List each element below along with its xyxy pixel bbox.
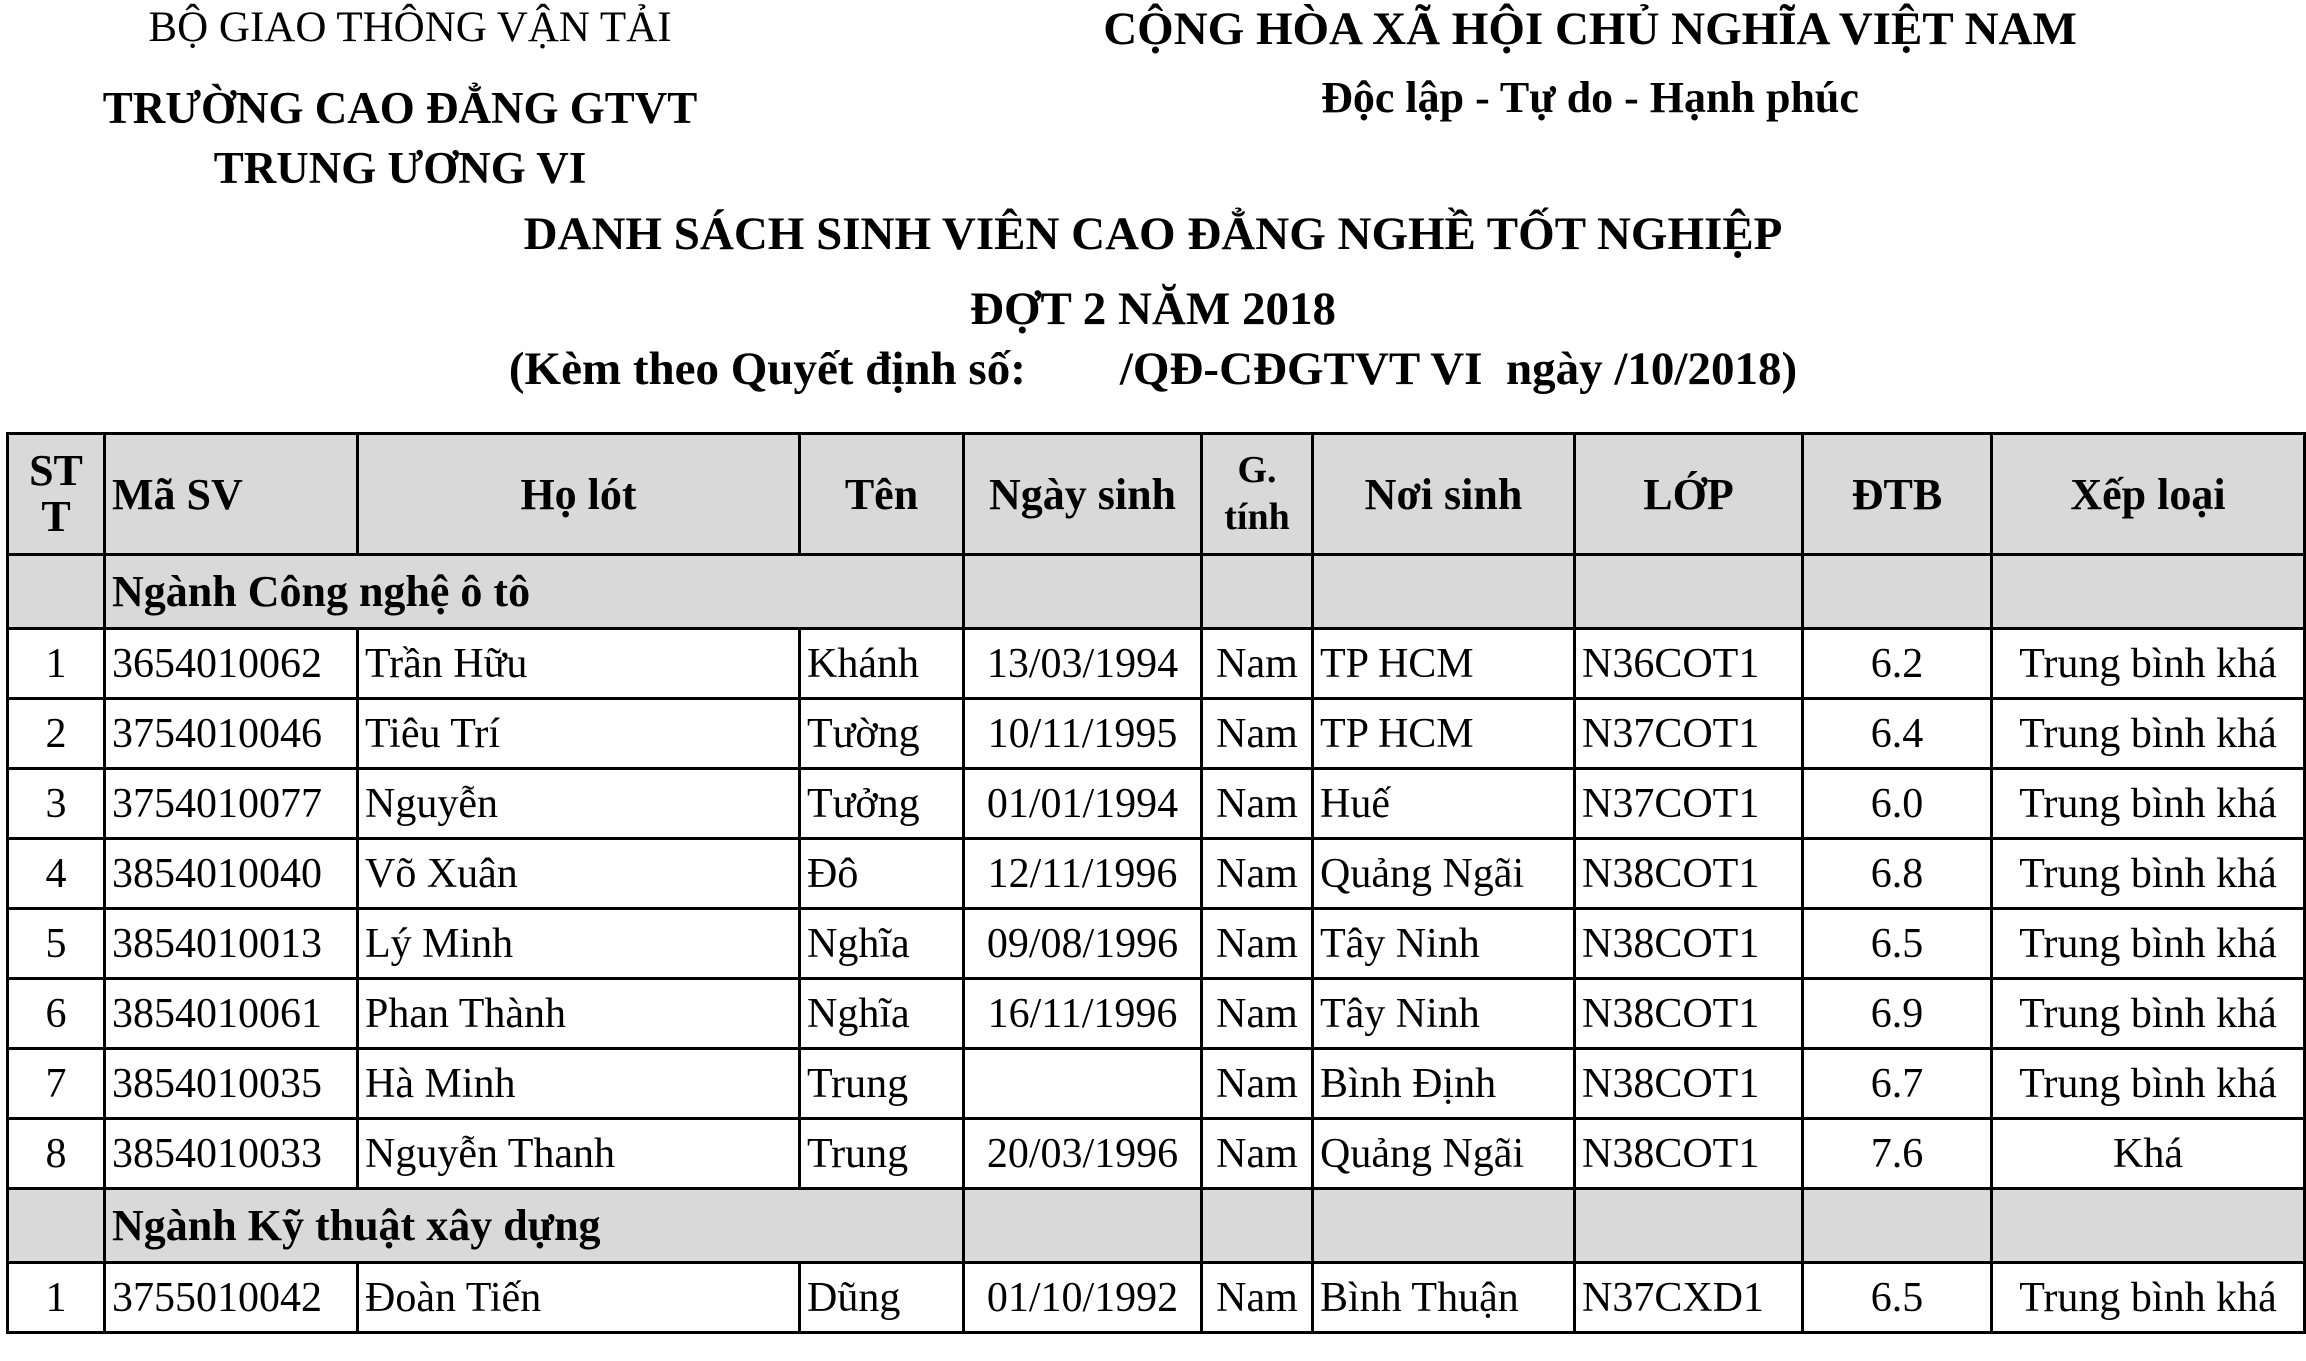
graduate-table [6, 432, 2306, 1334]
cell-gioi-tinh: Nam [1202, 1049, 1313, 1119]
column-header-stt-line2: T [41, 492, 71, 541]
cell-dtb: 7.6 [1803, 1119, 1992, 1189]
cell-stt: 1 [8, 1263, 105, 1333]
cell-lop: N38COT1 [1575, 1119, 1803, 1189]
table-row [8, 769, 2305, 839]
cell-xep-loai: Trung bình khá [1992, 699, 2305, 769]
cell-noi-sinh: Quảng Ngãi [1313, 1119, 1575, 1189]
cell-stt: 7 [8, 1049, 105, 1119]
column-header-gioi-tinh [1202, 434, 1313, 555]
school-name-line2: TRUNG ƯƠNG VI [213, 143, 587, 193]
cell-lop: N38COT1 [1575, 979, 1803, 1049]
column-header-ho-lot: Họ lót [358, 434, 800, 555]
cell-dtb: 6.5 [1803, 1263, 1992, 1333]
cell-ten: Khánh [800, 629, 964, 699]
cell-dtb: 6.4 [1803, 699, 1992, 769]
column-header-stt-line1: ST [29, 445, 83, 495]
cell-stt: 5 [8, 909, 105, 979]
column-header-lop: LỚP [1575, 434, 1803, 555]
cell-dtb: 6.8 [1803, 839, 1992, 909]
cell-ngay-sinh: 16/11/1996 [964, 979, 1202, 1049]
cell-gioi-tinh: Nam [1202, 1263, 1313, 1333]
group-empty-cell [1202, 1189, 1313, 1263]
cell-ma-sv: 3654010062 [105, 629, 358, 699]
cell-ho-lot: Hà Minh [358, 1049, 800, 1119]
cell-noi-sinh: Bình Thuận [1313, 1263, 1575, 1333]
cell-noi-sinh: TP HCM [1313, 699, 1575, 769]
cell-noi-sinh: Bình Định [1313, 1049, 1575, 1119]
cell-dtb: 6.2 [1803, 629, 1992, 699]
cell-xep-loai: Trung bình khá [1992, 1049, 2305, 1119]
column-header-dtb: ĐTB [1803, 434, 1992, 555]
group-spacer-cell [8, 555, 105, 629]
cell-gioi-tinh: Nam [1202, 1119, 1313, 1189]
cell-noi-sinh: Quảng Ngãi [1313, 839, 1575, 909]
column-header-noi-sinh: Nơi sinh [1313, 434, 1575, 555]
ministry-name: BỘ GIAO THÔNG VẬN TẢI [148, 4, 672, 51]
table-row [8, 699, 2305, 769]
cell-dtb: 6.0 [1803, 769, 1992, 839]
cell-ngay-sinh: 01/01/1994 [964, 769, 1202, 839]
group-empty-cell [1992, 555, 2305, 629]
cell-stt: 4 [8, 839, 105, 909]
group-empty-cell [964, 555, 1202, 629]
cell-ngay-sinh: 09/08/1996 [964, 909, 1202, 979]
cell-ngay-sinh: 10/11/1995 [964, 699, 1202, 769]
cell-stt: 8 [8, 1119, 105, 1189]
table-row [8, 979, 2305, 1049]
column-header-ngay-sinh: Ngày sinh [964, 434, 1202, 555]
cell-ten: Trung [800, 1119, 964, 1189]
group-empty-cell [1313, 555, 1575, 629]
cell-noi-sinh: Tây Ninh [1313, 909, 1575, 979]
cell-xep-loai: Khá [1992, 1119, 2305, 1189]
group-empty-cell [1803, 1189, 1992, 1263]
cell-noi-sinh: Huế [1313, 769, 1575, 839]
table-row [8, 1263, 2305, 1333]
cell-gioi-tinh: Nam [1202, 769, 1313, 839]
document-subtitle: ĐỢT 2 NĂM 2018 [970, 283, 1336, 335]
cell-ten: Đô [800, 839, 964, 909]
cell-ho-lot: Võ Xuân [358, 839, 800, 909]
cell-noi-sinh: Tây Ninh [1313, 979, 1575, 1049]
cell-ten: Nghĩa [800, 909, 964, 979]
cell-ma-sv: 3854010035 [105, 1049, 358, 1119]
national-motto: Độc lập - Tự do - Hạnh phúc [1321, 73, 1859, 122]
cell-gioi-tinh: Nam [1202, 979, 1313, 1049]
group-name: Ngành Kỹ thuật xây dựng [105, 1189, 964, 1263]
group-header-row [8, 1189, 2305, 1263]
table-row [8, 629, 2305, 699]
cell-ma-sv: 3854010040 [105, 839, 358, 909]
cell-noi-sinh: TP HCM [1313, 629, 1575, 699]
group-name: Ngành Công nghệ ô tô [105, 555, 964, 629]
group-empty-cell [1803, 555, 1992, 629]
column-header-ten: Tên [800, 434, 964, 555]
cell-stt: 6 [8, 979, 105, 1049]
cell-xep-loai: Trung bình khá [1992, 909, 2305, 979]
table-row [8, 1049, 2305, 1119]
cell-ho-lot: Lý Minh [358, 909, 800, 979]
cell-ho-lot: Nguyễn [358, 769, 800, 839]
cell-gioi-tinh: Nam [1202, 699, 1313, 769]
cell-gioi-tinh: Nam [1202, 909, 1313, 979]
cell-ho-lot: Tiêu Trí [358, 699, 800, 769]
column-header-gioi-tinh-line1: G. [1237, 448, 1277, 491]
cell-ma-sv: 3854010013 [105, 909, 358, 979]
group-empty-cell [1202, 555, 1313, 629]
table-row [8, 1119, 2305, 1189]
cell-xep-loai: Trung bình khá [1992, 769, 2305, 839]
cell-stt: 2 [8, 699, 105, 769]
table-row [8, 909, 2305, 979]
cell-ma-sv: 3854010033 [105, 1119, 358, 1189]
cell-ho-lot: Trần Hữu [358, 629, 800, 699]
cell-ma-sv: 3755010042 [105, 1263, 358, 1333]
cell-dtb: 6.5 [1803, 909, 1992, 979]
group-empty-cell [1313, 1189, 1575, 1263]
group-header-row [8, 555, 2305, 629]
cell-lop: N37COT1 [1575, 699, 1803, 769]
cell-dtb: 6.7 [1803, 1049, 1992, 1119]
cell-lop: N38COT1 [1575, 909, 1803, 979]
table-row [8, 839, 2305, 909]
cell-ten: Dũng [800, 1263, 964, 1333]
cell-xep-loai: Trung bình khá [1992, 979, 2305, 1049]
republic-name: CỘNG HÒA XÃ HỘI CHỦ NGHĨA VIỆT NAM [1103, 3, 2077, 55]
table-body [8, 555, 2305, 1333]
cell-ngay-sinh: 20/03/1996 [964, 1119, 1202, 1189]
column-header-xep-loai: Xếp loại [1992, 434, 2305, 555]
table-header-row [8, 434, 2305, 555]
document-title: DANH SÁCH SINH VIÊN CAO ĐẲNG NGHỀ TỐT NGHIỆP [523, 208, 1783, 260]
column-header-ma-sv: Mã SV [105, 434, 358, 555]
cell-ho-lot: Phan Thành [358, 979, 800, 1049]
column-header-gioi-tinh-line2: tính [1224, 496, 1290, 538]
cell-ten: Nghĩa [800, 979, 964, 1049]
cell-ho-lot: Đoàn Tiến [358, 1263, 800, 1333]
cell-gioi-tinh: Nam [1202, 839, 1313, 909]
cell-xep-loai: Trung bình khá [1992, 629, 2305, 699]
cell-ngay-sinh: 13/03/1994 [964, 629, 1202, 699]
cell-ten: Tưởng [800, 769, 964, 839]
cell-xep-loai: Trung bình khá [1992, 839, 2305, 909]
cell-lop: N38COT1 [1575, 839, 1803, 909]
cell-gioi-tinh: Nam [1202, 629, 1313, 699]
cell-stt: 3 [8, 769, 105, 839]
group-empty-cell [1575, 1189, 1803, 1263]
cell-ten: Tường [800, 699, 964, 769]
cell-lop: N38COT1 [1575, 1049, 1803, 1119]
cell-ten: Trung [800, 1049, 964, 1119]
cell-ma-sv: 3754010077 [105, 769, 358, 839]
cell-lop: N36COT1 [1575, 629, 1803, 699]
school-name-line1: TRƯỜNG CAO ĐẲNG GTVT [102, 83, 698, 133]
cell-dtb: 6.9 [1803, 979, 1992, 1049]
cell-ho-lot: Nguyễn Thanh [358, 1119, 800, 1189]
decision-reference: (Kèm theo Quyết định số: /QĐ-CĐGTVT VI ngày /10/2018) [508, 343, 1798, 395]
group-spacer-cell [8, 1189, 105, 1263]
cell-xep-loai: Trung bình khá [1992, 1263, 2305, 1333]
cell-ma-sv: 3854010061 [105, 979, 358, 1049]
cell-ma-sv: 3754010046 [105, 699, 358, 769]
cell-ngay-sinh: 01/10/1992 [964, 1263, 1202, 1333]
group-empty-cell [1992, 1189, 2305, 1263]
cell-lop: N37COT1 [1575, 769, 1803, 839]
cell-ngay-sinh [964, 1049, 1202, 1119]
cell-stt: 1 [8, 629, 105, 699]
group-empty-cell [1575, 555, 1803, 629]
cell-lop: N37CXD1 [1575, 1263, 1803, 1333]
cell-ngay-sinh: 12/11/1996 [964, 839, 1202, 909]
group-empty-cell [964, 1189, 1202, 1263]
column-header-stt [8, 434, 105, 555]
